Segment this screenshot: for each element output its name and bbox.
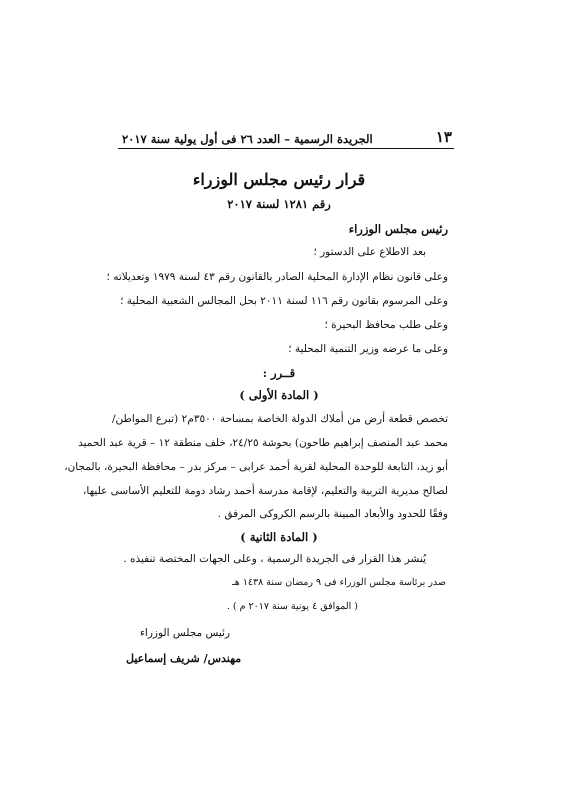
preamble-line-4: وعلى طلب محافظ البحيرة ؛ — [324, 319, 448, 331]
signatory-title: رئيس مجلس الوزراء — [140, 627, 231, 639]
issued-date-gregorian: ( الموافق ٤ يونية سنة ٢٠١٧ م ) . — [226, 601, 358, 612]
decided-heading: قــرر : — [262, 366, 296, 380]
page-header — [122, 128, 452, 146]
article-1-heading: ( المادة الأولى ) — [239, 388, 319, 402]
article-1-line-5: وفقًا للحدود والأبعاد المبينة بالرسم الكروكى المرفق . — [217, 508, 448, 520]
article-2-text: يُنشر هذا القرار فى الجريدة الرسمية ، وعلى الجهات المختصة تنفيذه . — [123, 553, 426, 565]
issuing-authority: رئيس مجلس الوزراء — [348, 222, 448, 236]
article-2-heading: ( المادة الثانية ) — [240, 530, 318, 544]
signatory-name: مهندس/ شريف إسماعيل — [126, 652, 242, 665]
article-1-line-1: تخصص قطعة أرض من أملاك الدولة الخاصة بمساحة ٣٥٠٠م٢ (تبرع المواطن/ — [112, 413, 448, 425]
preamble-line-2: وعلى قانون نظام الإدارة المحلية الصادر بالقانون رقم ٤٣ لسنة ١٩٧٩ وتعديلاته ؛ — [106, 271, 448, 283]
article-1-line-4: لصالح مديرية التربية والتعليم، لإقامة مدرسة أحمد رشاد دومة للتعليم الأساسى عليها، — [83, 485, 448, 497]
article-1-line-2: محمد عبد المنصف إبراهيم طاحون) بحوشة ٢٤/٢٥، خلف منطقة ١٢ – قرية عبد الحميد — [78, 437, 448, 449]
header-rule — [118, 148, 454, 149]
article-1-line-3: أبو زيد، التابعة للوحدة المحلية لقرية أحمد عرابى – مركز بدر – محافظة البحيرة، بالمجان، — [64, 461, 448, 473]
page-number: ١٣ — [435, 128, 452, 146]
decree-title: قرار رئيس مجلس الوزراء — [192, 170, 366, 189]
preamble-line-5: وعلى ما عرضه وزير التنمية المحلية ؛ — [288, 343, 448, 355]
issued-date-hijri: صدر برئاسة مجلس الوزراء فى ٩ رمضان سنة ١٤٣٨ هـ — [231, 577, 446, 588]
preamble-line-1: بعد الاطلاع على الدستور ؛ — [313, 246, 426, 258]
preamble-line-3: وعلى المرسوم بقانون رقم ١١٦ لسنة ٢٠١١ بحل المجالس الشعبية المحلية ؛ — [120, 295, 448, 307]
decree-number: رقم ١٢٨١ لسنة ٢٠١٧ — [227, 197, 331, 211]
running-title: الجريدة الرسمية – العدد ٢٦ فى أول يولية سنة ٢٠١٧ — [122, 132, 373, 146]
